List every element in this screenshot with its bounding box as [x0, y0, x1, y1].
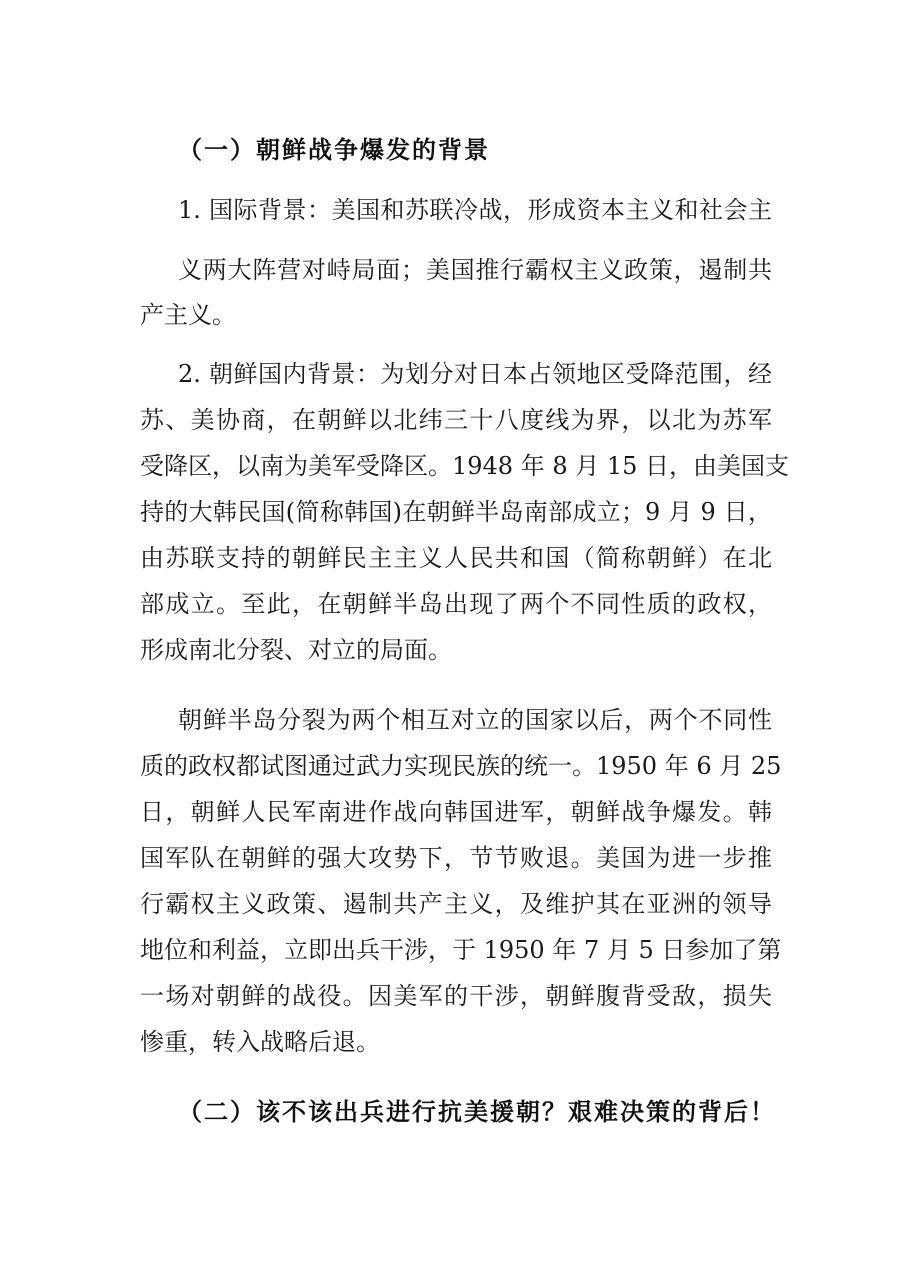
para2-line-6: 部成立。至此，在朝鲜半岛出现了两个不同性质的政权，: [140, 590, 772, 618]
para3-line-7: 一场对朝鲜的战役。因美军的干涉，朝鲜腹背受敌，损失: [140, 982, 772, 1010]
para1-line-3: 产主义。: [140, 301, 236, 329]
para2-line-5: 由苏联支持的朝鲜民主主义人民共和国（简称朝鲜）在北: [140, 544, 772, 572]
para2-line-1: 2. 朝鲜国内背景：为划分对日本占领地区受降范围，经: [178, 360, 772, 388]
para3-line-4: 国军队在朝鲜的强大攻势下，节节败退。美国为进一步推: [140, 844, 772, 872]
para1-line-1: 1. 国际背景：美国和苏联冷战，形成资本主义和社会主: [178, 196, 772, 224]
para3-line-3: 日，朝鲜人民军南进作战向韩国进军，朝鲜战争爆发。韩: [140, 798, 772, 826]
section-heading-2: （二）该不该出兵进行抗美援朝？艰难决策的背后！: [178, 1098, 776, 1126]
para2-line-7: 形成南北分裂、对立的局面。: [140, 636, 452, 664]
para2-line-3: 受降区，以南为美军受降区。1948 年 8 月 15 日，由美国支: [140, 452, 790, 480]
para3-line-5: 行霸权主义政策、遏制共产主义，及维护其在亚洲的领导: [140, 890, 772, 918]
para2-line-4: 持的大韩民国(简称韩国)在朝鲜半岛南部成立；9 月 9 日，: [140, 498, 772, 526]
para3-line-8: 惨重，转入战略后退。: [140, 1028, 380, 1056]
section-heading-1: （一）朝鲜战争爆发的背景: [178, 136, 490, 164]
para2-line-2: 苏、美协商，在朝鲜以北纬三十八度线为界，以北为苏军: [140, 406, 772, 434]
para3-line-1: 朝鲜半岛分裂为两个相互对立的国家以后，两个不同性: [178, 706, 772, 734]
para1-line-2: 义两大阵营对峙局面；美国推行霸权主义政策，遏制共: [178, 256, 772, 284]
para3-line-2: 质的政权都试图通过武力实现民族的统一。1950 年 6 月 25: [140, 752, 782, 780]
para3-line-6: 地位和利益，立即出兵干涉，于 1950 年 7 月 5 日参加了第: [140, 936, 782, 964]
